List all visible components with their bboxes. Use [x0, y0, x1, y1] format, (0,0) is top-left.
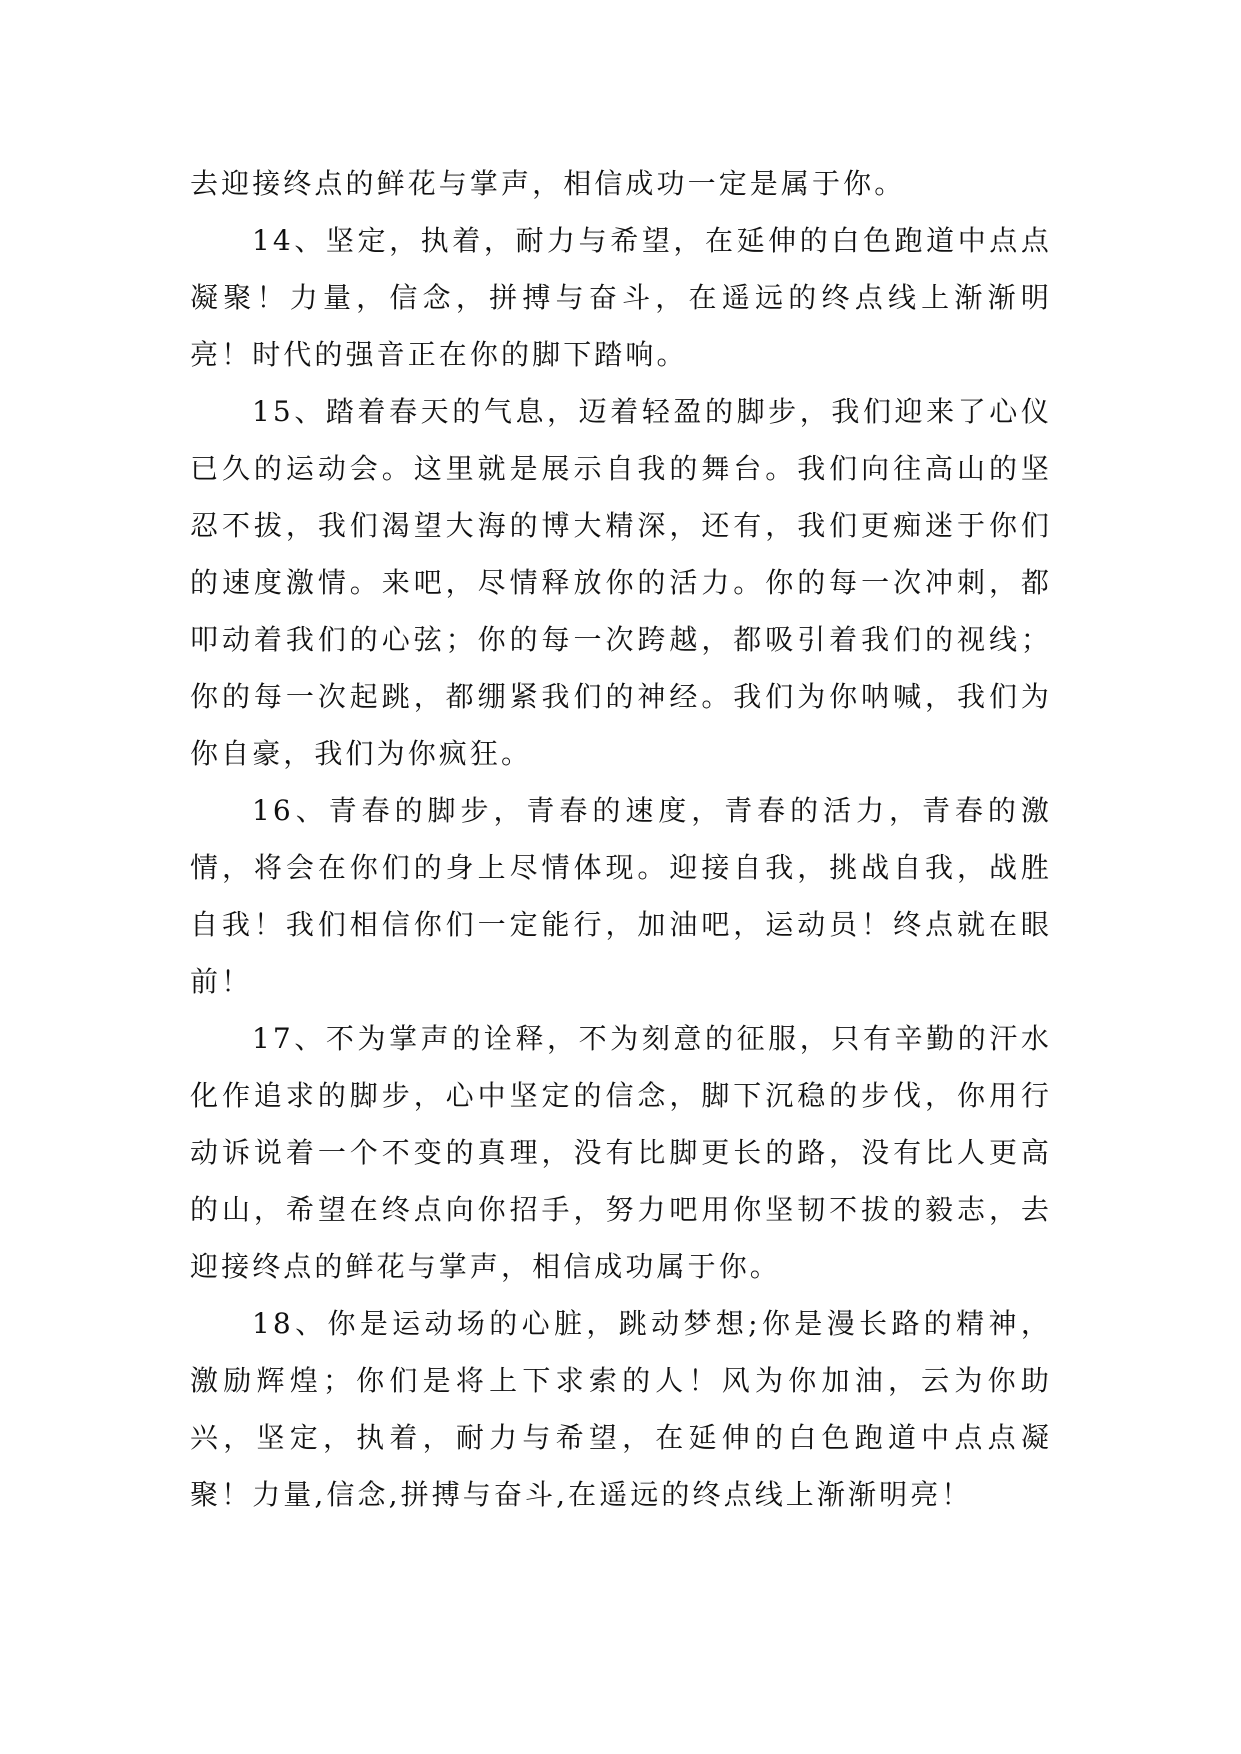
- paragraph-18: 18、你是运动场的心脏，跳动梦想;你是漫长路的精神，激励辉煌；你们是将上下求索的人！风为你加油，云为你助兴，坚定，执着，耐力与希望，在延伸的白色跑道中点点凝聚！力量,信念,拼搏与奋斗,在遥远的终点线上渐渐明亮！: [190, 1307, 1052, 1511]
- paragraph-14: 14、坚定，执着，耐力与希望，在延伸的白色跑道中点点凝聚！力量，信念，拼搏与奋斗，在遥远的终点线上渐渐明亮！时代的强音正在你的脚下踏响。: [190, 224, 1052, 371]
- paragraph-16: 16、青春的脚步，青春的速度，青春的活力，青春的激情，将会在你们的身上尽情体现。迎接自我，挑战自我，战胜自我！我们相信你们一定能行，加油吧，运动员！终点就在眼前！: [190, 794, 1052, 998]
- paragraph-continuation: 去迎接终点的鲜花与掌声，相信成功一定是属于你。: [190, 167, 906, 200]
- paragraph-15: 15、踏着春天的气息，迈着轻盈的脚步，我们迎来了心仪已久的运动会。这里就是展示自我的舞台。我们向往高山的坚忍不拔，我们渴望大海的博大精深，还有，我们更痴迷于你们的速度激情。来吧，尽情释放你的活力。你的每一次冲刺，都叩动着我们的心弦；你的每一次跨越，都吸引着我们的视线；你的每一次起跳，都绷紧我们的神经。我们为你呐喊，我们为你自豪，我们为你疯狂。: [190, 395, 1052, 770]
- document-body: [190, 155, 1052, 1523]
- paragraph-17: 17、不为掌声的诠释，不为刻意的征服，只有辛勤的汗水化作追求的脚步，心中坚定的信念，脚下沉稳的步伐，你用行动诉说着一个不变的真理，没有比脚更长的路，没有比人更高的山，希望在终点向你招手，努力吧用你坚韧不拔的毅志，去迎接终点的鲜花与掌声，相信成功属于你。: [190, 1022, 1052, 1283]
